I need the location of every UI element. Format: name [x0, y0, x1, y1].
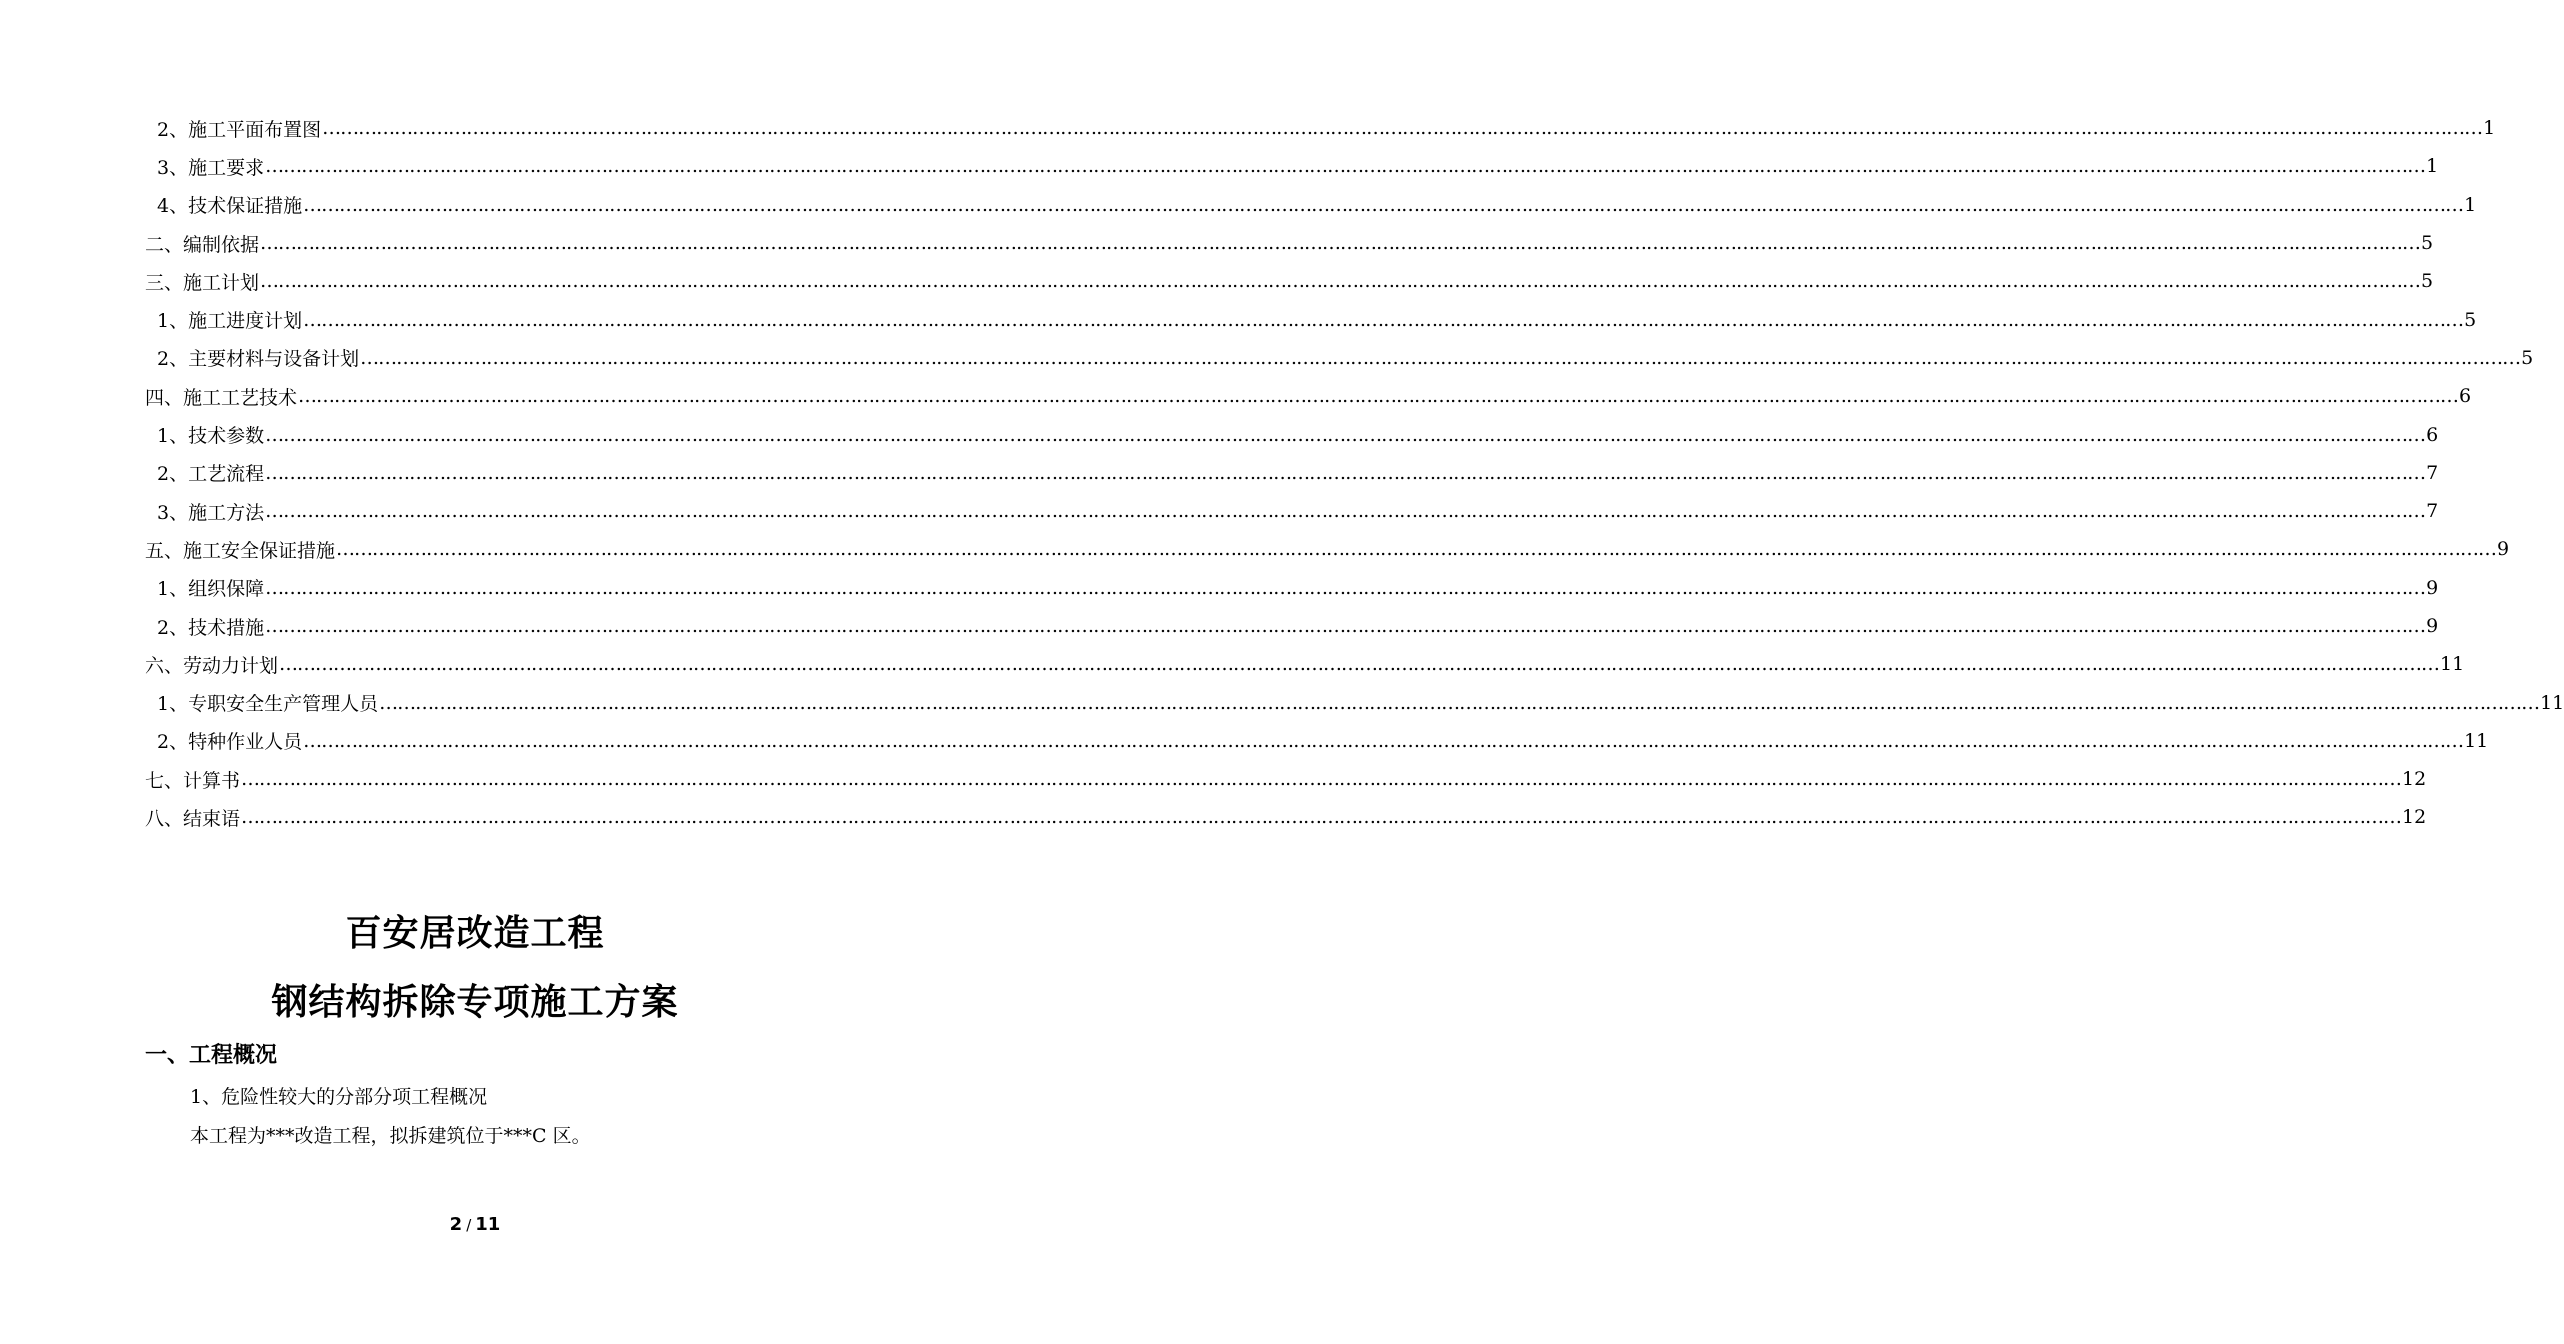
toc-entry-label: 1、施工进度计划: [157, 310, 303, 333]
toc-leader-dots: ………………………………………………………………………………………………………………………………………………………………………………………………………………………………………………………………………………………………………………………………: [322, 117, 2483, 140]
toc-entry[interactable]: [145, 224, 2434, 262]
toc-entry-page: 1: [2426, 155, 2439, 178]
document-title-line1: 百安居改造工程: [345, 913, 605, 954]
toc-entry[interactable]: [145, 454, 2439, 492]
toc-entry[interactable]: [145, 645, 2465, 683]
toc-leader-dots: ………………………………………………………………………………………………………………………………………………………………………………………………………………………………………………………………………………………………………………………………: [265, 576, 2426, 599]
page-total: 11: [475, 1214, 501, 1235]
table-of-contents: [145, 109, 2564, 837]
toc-entry-page: 7: [2426, 461, 2439, 484]
toc-entry[interactable]: [145, 492, 2439, 530]
toc-entry-page: 5: [2464, 308, 2477, 331]
toc-entry[interactable]: [145, 109, 2496, 147]
toc-entry[interactable]: [145, 339, 2534, 377]
toc-entry-label: 1、组织保障: [157, 578, 265, 601]
toc-entry-label: 四、施工工艺技术: [145, 386, 298, 409]
toc-entry-page: 7: [2426, 500, 2439, 523]
toc-leader-dots: ………………………………………………………………………………………………………………………………………………………………………………………………………………………………………………………………………………………………………………………………: [303, 308, 2464, 331]
toc-entry-page: 5: [2421, 270, 2434, 293]
toc-leader-dots: ………………………………………………………………………………………………………………………………………………………………………………………………………………………………………………………………………………………………………………………………: [265, 461, 2426, 484]
toc-entry-page: 6: [2426, 423, 2439, 446]
toc-leader-dots: ………………………………………………………………………………………………………………………………………………………………………………………………………………………………………………………………………………………………………………………………: [260, 270, 2421, 293]
toc-leader-dots: ………………………………………………………………………………………………………………………………………………………………………………………………………………………………………………………………………………………………………………………………: [298, 385, 2459, 408]
section-sub-item: 1、危险性较大的分部分项工程概况: [190, 1086, 488, 1108]
toc-entry-page: 9: [2426, 576, 2439, 599]
toc-entry-label: 三、施工计划: [145, 271, 260, 294]
toc-entry-label: 二、编制依据: [145, 233, 260, 256]
toc-entry[interactable]: [145, 798, 2427, 836]
toc-entry-page: 11: [2464, 729, 2489, 752]
toc-entry[interactable]: [145, 569, 2439, 607]
toc-entry-page: 9: [2426, 615, 2439, 637]
toc-entry-page: 5: [2421, 232, 2434, 255]
toc-leader-dots: ………………………………………………………………………………………………………………………………………………………………………………………………………………………………………………………………………………………………………………………………: [336, 538, 2497, 561]
toc-entry-label: 八、结束语: [145, 807, 241, 830]
toc-entry[interactable]: [145, 147, 2439, 185]
toc-leader-dots: ………………………………………………………………………………………………………………………………………………………………………………………………………………………………………………………………………………………………………………………………: [241, 806, 2402, 829]
toc-entry-label: 六、劳动力计划: [145, 654, 279, 677]
page-number: [0, 1214, 950, 1235]
section-paragraph: 本工程为***改造工程，拟拆建筑位于***C 区。: [190, 1125, 591, 1147]
toc-entry-label: 2、工艺流程: [157, 463, 265, 486]
toc-entry[interactable]: [145, 607, 2439, 645]
toc-entry[interactable]: [145, 186, 2477, 224]
toc-entry-page: 1: [2483, 117, 2496, 140]
toc-entry-label: 七、计算书: [145, 769, 241, 792]
page-current: 2: [449, 1214, 463, 1235]
toc-entry-label: 3、施工方法: [157, 501, 265, 524]
toc-entry-label: 2、特种作业人员: [157, 731, 303, 754]
toc-entry[interactable]: [145, 300, 2477, 338]
toc-entry-page: 5: [2521, 346, 2534, 369]
toc-leader-dots: ………………………………………………………………………………………………………………………………………………………………………………………………………………………………………………………………………………………………………………………………: [265, 155, 2426, 178]
toc-leader-dots: ………………………………………………………………………………………………………………………………………………………………………………………………………………………………………………………………………………………………………………………………: [265, 500, 2426, 523]
toc-leader-dots: ………………………………………………………………………………………………………………………………………………………………………………………………………………………………………………………………………………………………………………………………: [265, 423, 2426, 446]
toc-entry[interactable]: [145, 377, 2472, 415]
toc-entry-page: 11: [2440, 653, 2465, 676]
toc-entry-page: 9: [2497, 538, 2510, 561]
toc-leader-dots: ………………………………………………………………………………………………………………………………………………………………………………………………………………………………………………………………………………………………………………………………: [360, 346, 2521, 369]
toc-entry-page: 12: [2402, 806, 2427, 829]
toc-entry-label: 1、专职安全生产管理人员: [157, 693, 379, 716]
toc-entry[interactable]: [145, 683, 2564, 721]
toc-entry-page: 1: [2464, 193, 2477, 216]
toc-entry[interactable]: [145, 530, 2510, 568]
page-separator: /: [466, 1216, 472, 1234]
toc-entry[interactable]: [145, 722, 2489, 760]
toc-entry-label: 3、施工要求: [157, 156, 265, 179]
toc-leader-dots: ………………………………………………………………………………………………………………………………………………………………………………………………………………………………………………………………………………………………………………………………: [265, 615, 2426, 637]
toc-leader-dots: ………………………………………………………………………………………………………………………………………………………………………………………………………………………………………………………………………………………………………………………………: [379, 691, 2540, 714]
toc-entry-page: 12: [2402, 768, 2427, 791]
toc-entry[interactable]: [145, 760, 2427, 798]
toc-leader-dots: ………………………………………………………………………………………………………………………………………………………………………………………………………………………………………………………………………………………………………………………………: [279, 653, 2440, 676]
toc-entry-page: 6: [2459, 385, 2472, 408]
toc-entry-label: 2、主要材料与设备计划: [157, 348, 360, 371]
document-title-line2: 钢结构拆除专项施工方案: [271, 982, 679, 1023]
toc-entry[interactable]: [145, 262, 2434, 300]
toc-leader-dots: ………………………………………………………………………………………………………………………………………………………………………………………………………………………………………………………………………………………………………………………………: [241, 768, 2402, 791]
toc-entry[interactable]: [145, 415, 2439, 453]
toc-leader-dots: ………………………………………………………………………………………………………………………………………………………………………………………………………………………………………………………………………………………………………………………………: [303, 729, 2464, 752]
toc-entry-label: 2、施工平面布置图: [157, 118, 322, 141]
toc-entry-label: 1、技术参数: [157, 425, 265, 448]
toc-leader-dots: ………………………………………………………………………………………………………………………………………………………………………………………………………………………………………………………………………………………………………………………………: [303, 193, 2464, 216]
toc-entry-label: 2、技术措施: [157, 616, 265, 639]
section-heading: 一、工程概况: [145, 1043, 278, 1068]
toc-leader-dots: ………………………………………………………………………………………………………………………………………………………………………………………………………………………………………………………………………………………………………………………………: [260, 232, 2421, 255]
toc-entry-label: 4、技术保证措施: [157, 195, 303, 218]
toc-entry-label: 五、施工安全保证措施: [145, 539, 336, 562]
toc-entry-page: 11: [2540, 691, 2564, 714]
